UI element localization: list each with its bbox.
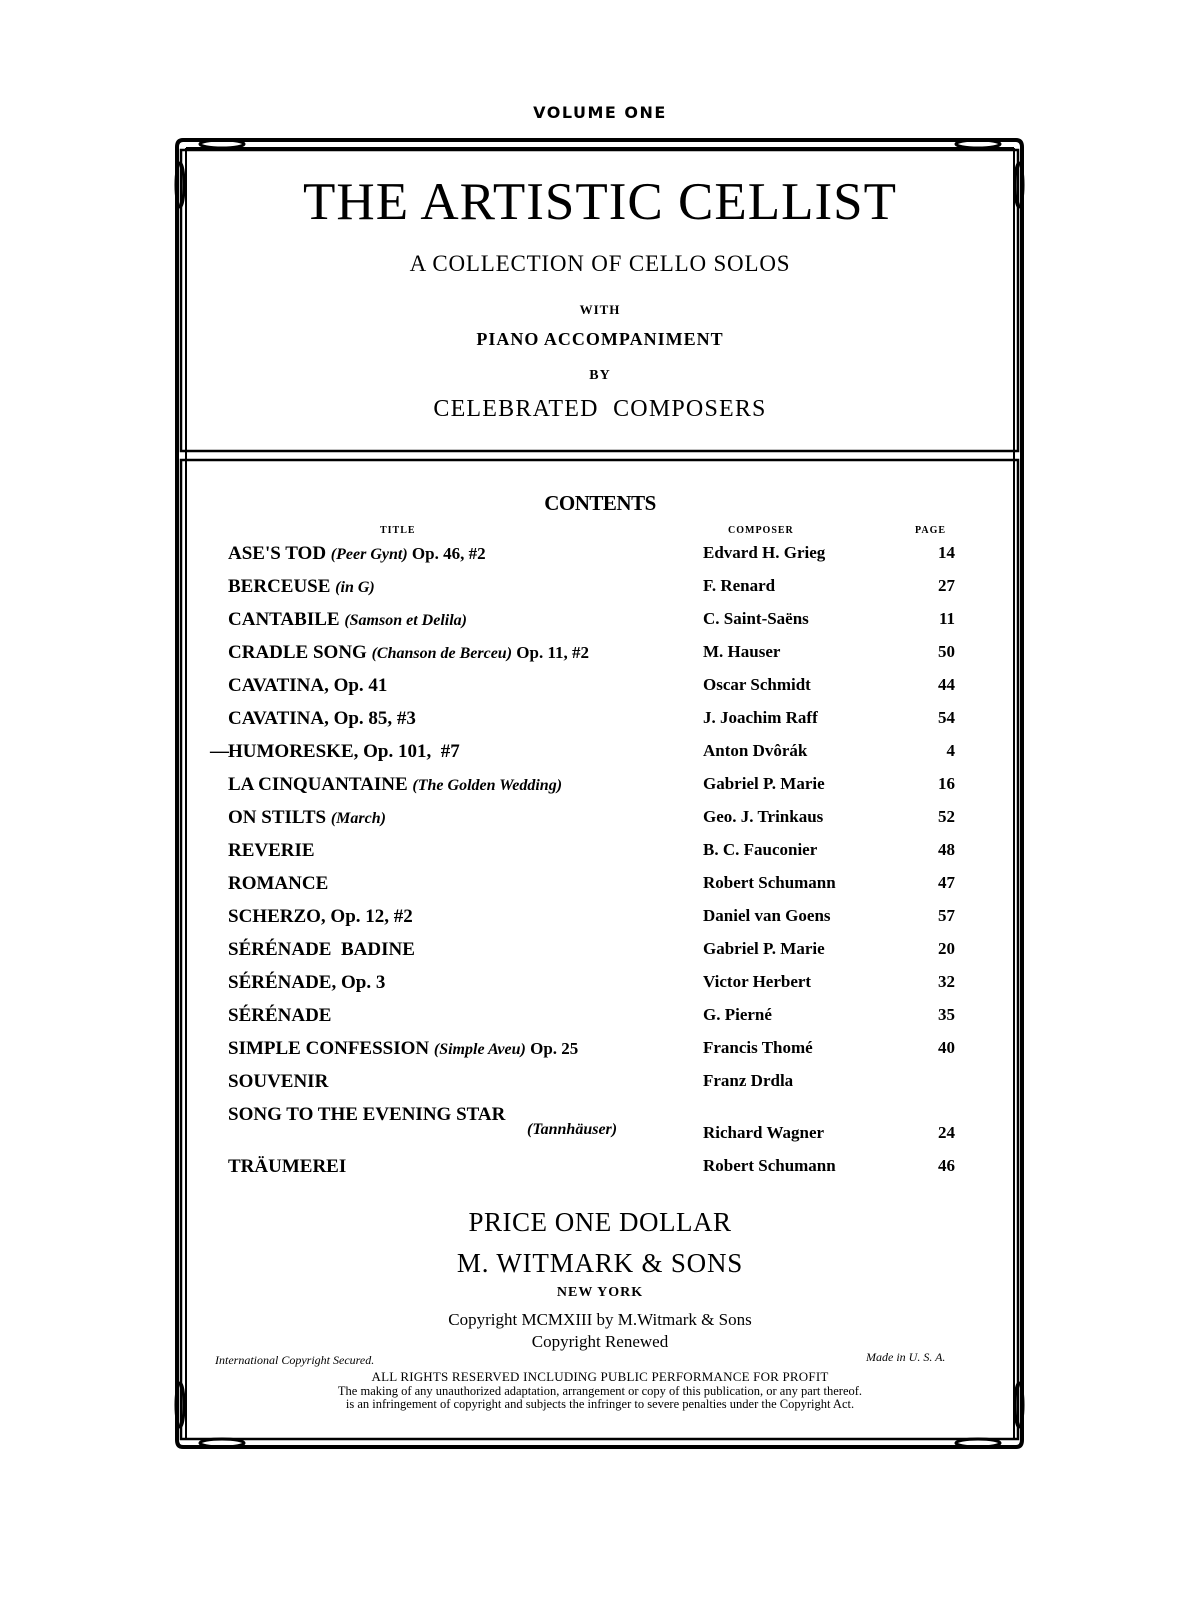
rights-reserved: ALL RIGHTS RESERVED INCLUDING PUBLIC PERFORMANCE FOR PROFIT bbox=[371, 1369, 829, 1384]
contents-row bbox=[0, 906, 1200, 936]
row-title-main: SCHERZO, Op. 12, #2 bbox=[228, 906, 413, 927]
row-title-main: ROMANCE bbox=[228, 873, 329, 894]
row-composer: Gabriel P. Marie bbox=[703, 774, 825, 793]
row-composer: Edvard H. Grieg bbox=[703, 543, 826, 562]
row-composer: Richard Wagner bbox=[703, 1123, 825, 1142]
row-title-main: SÉRÉNADE, Op. 3 bbox=[228, 972, 386, 993]
row-composer: Robert Schumann bbox=[703, 873, 836, 892]
row-title bbox=[228, 1156, 346, 1178]
row-title-subtitle: (Samson et Delila) bbox=[344, 612, 467, 629]
row-composer: J. Joachim Raff bbox=[703, 708, 818, 727]
row-title-subtitle: (Peer Gynt) bbox=[330, 546, 408, 563]
book-subtitle: A COLLECTION OF CELLO SOLOS bbox=[409, 251, 791, 276]
contents-row bbox=[0, 642, 1200, 672]
row-title bbox=[228, 807, 386, 829]
row-composer: Francis Thomé bbox=[703, 1038, 813, 1057]
by-label: BY bbox=[589, 368, 611, 383]
row-title bbox=[228, 1005, 331, 1027]
row-title-main: HUMORESKE, Op. 101, #7 bbox=[228, 741, 460, 762]
contents-row bbox=[0, 1156, 1200, 1186]
row-composer: M. Hauser bbox=[703, 642, 781, 661]
row-title-opus: Op. 11, #2 bbox=[512, 643, 590, 662]
international-copyright: International Copyright Secured. bbox=[215, 1353, 375, 1367]
price: PRICE ONE DOLLAR bbox=[468, 1207, 732, 1237]
row-page-number: 11 bbox=[938, 609, 955, 628]
contents-row bbox=[0, 939, 1200, 969]
row-title bbox=[228, 906, 413, 928]
made-in-label: Made in U. S. A. bbox=[866, 1350, 946, 1364]
publisher-city: NEW YORK bbox=[556, 1285, 644, 1300]
contents-heading: CONTENTS bbox=[544, 491, 656, 515]
row-page-number: 44 bbox=[938, 675, 955, 694]
row-page-number: 46 bbox=[938, 1156, 955, 1175]
row-composer: G. Pierné bbox=[703, 1005, 772, 1024]
row-title-subtitle: (in G) bbox=[335, 579, 375, 596]
copyright-renewed: Copyright Renewed bbox=[531, 1332, 669, 1351]
row-composer: Geo. J. Trinkaus bbox=[703, 807, 824, 826]
row-title-main: SÉRÉNADE BADINE bbox=[228, 939, 415, 960]
contents-row bbox=[0, 741, 1200, 771]
contents-row bbox=[0, 1038, 1200, 1068]
row-page-number: 40 bbox=[938, 1038, 955, 1057]
row-composer: C. Saint-Saëns bbox=[703, 609, 809, 628]
row-title-subtitle: (March) bbox=[330, 810, 386, 827]
column-header-composer: COMPOSER bbox=[728, 525, 794, 536]
row-page-number: 4 bbox=[946, 741, 955, 760]
row-title-main: CRADLE SONG bbox=[228, 642, 372, 663]
row-page-number: 27 bbox=[938, 576, 955, 595]
row-page-number: 32 bbox=[938, 972, 955, 991]
row-title-second-line: (Tannhäuser) bbox=[527, 1121, 618, 1138]
contents-row bbox=[0, 1071, 1200, 1101]
row-title-main: LA CINQUANTAINE bbox=[228, 774, 413, 795]
contents-row bbox=[0, 1005, 1200, 1035]
row-title bbox=[228, 675, 387, 697]
row-title bbox=[228, 741, 460, 763]
row-title bbox=[228, 576, 375, 598]
row-title bbox=[228, 774, 562, 796]
row-composer: Oscar Schmidt bbox=[703, 675, 811, 694]
row-page-number: 50 bbox=[938, 642, 955, 661]
contents-row bbox=[0, 543, 1200, 573]
row-title-main: SONG TO THE EVENING STAR bbox=[228, 1104, 506, 1125]
row-page-number: 24 bbox=[938, 1123, 955, 1142]
row-page-number: 47 bbox=[938, 873, 955, 892]
row-title-opus: Op. 46, #2 bbox=[407, 544, 486, 563]
row-page-number: 54 bbox=[938, 708, 955, 727]
row-title-main: BERCEUSE bbox=[228, 576, 336, 597]
row-title bbox=[228, 543, 486, 565]
row-title bbox=[228, 873, 328, 895]
row-title bbox=[228, 1038, 578, 1060]
row-composer: Franz Drdla bbox=[703, 1071, 794, 1090]
contents-row bbox=[0, 675, 1200, 705]
row-composer: Gabriel P. Marie bbox=[703, 939, 825, 958]
row-composer: B. C. Fauconier bbox=[703, 840, 818, 859]
legal-notice-line-2: is an infringement of copyright and subjects the infringer to severe penalties under the Copyright Act. bbox=[345, 1397, 855, 1411]
row-page-number: 48 bbox=[938, 840, 955, 859]
row-composer: Daniel van Goens bbox=[703, 906, 831, 925]
row-title-subtitle: (Chanson de Berceu) bbox=[371, 645, 513, 662]
contents-row bbox=[0, 774, 1200, 804]
copyright-line: Copyright MCMXIII by M.Witmark & Sons bbox=[448, 1310, 752, 1329]
row-page-number: 20 bbox=[938, 939, 955, 958]
column-header-page: PAGE bbox=[915, 525, 947, 536]
contents-row bbox=[0, 873, 1200, 903]
row-page-number: 16 bbox=[938, 774, 955, 793]
row-title-subtitle: (Simple Aveu) bbox=[433, 1041, 526, 1058]
contents-row bbox=[0, 576, 1200, 606]
row-page-number: 57 bbox=[938, 906, 955, 925]
row-title bbox=[228, 609, 467, 631]
row-composer: Victor Herbert bbox=[703, 972, 812, 991]
contents-row bbox=[0, 807, 1200, 837]
row-page-number: 35 bbox=[938, 1005, 955, 1024]
legal-notice-line-1: The making of any unauthorized adaptation, arrangement or copy of this publication, or any part thereof. bbox=[337, 1384, 863, 1398]
row-title-main: SOUVENIR bbox=[228, 1071, 329, 1092]
row-composer: F. Renard bbox=[703, 576, 776, 595]
row-page-number: 14 bbox=[938, 543, 955, 562]
row-title-opus: Op. 25 bbox=[525, 1039, 579, 1058]
row-composer: Anton Dvôrák bbox=[703, 741, 808, 760]
row-title-main: CAVATINA, Op. 41 bbox=[228, 675, 388, 696]
with-label: WITH bbox=[579, 302, 621, 317]
row-title-main: REVERIE bbox=[228, 840, 315, 861]
row-title-main: SÉRÉNADE bbox=[228, 1005, 332, 1026]
contents-row bbox=[0, 708, 1200, 738]
row-title-main: SIMPLE CONFESSION bbox=[228, 1038, 434, 1059]
contents-row bbox=[0, 840, 1200, 870]
contents-row bbox=[0, 972, 1200, 1002]
contents-row bbox=[0, 1104, 1200, 1142]
row-title bbox=[228, 939, 415, 961]
row-title bbox=[228, 708, 416, 730]
row-title bbox=[228, 840, 315, 862]
row-composer: Robert Schumann bbox=[703, 1156, 836, 1175]
column-header-title: TITLE bbox=[380, 525, 416, 536]
book-title: THE ARTISTIC CELLIST bbox=[303, 173, 897, 231]
row-title bbox=[228, 1071, 328, 1093]
row-title bbox=[228, 972, 385, 994]
row-title-main: TRÄUMEREI bbox=[228, 1156, 347, 1177]
row-marker-dash: — bbox=[210, 741, 229, 762]
contents-row bbox=[0, 609, 1200, 639]
row-title-main: CANTABILE bbox=[228, 609, 345, 630]
publisher-name: M. WITMARK & SONS bbox=[456, 1248, 744, 1278]
row-page-number: 52 bbox=[938, 807, 955, 826]
accompaniment-label: PIANO ACCOMPANIMENT bbox=[476, 329, 724, 349]
volume-label: VOLUME ONE bbox=[533, 103, 667, 122]
row-title bbox=[228, 1104, 505, 1126]
row-title-main: ASE'S TOD bbox=[228, 543, 331, 564]
composers-label: CELEBRATED COMPOSERS bbox=[433, 396, 767, 422]
row-title-main: ON STILTS bbox=[228, 807, 331, 828]
row-title bbox=[228, 642, 589, 664]
row-title-main: CAVATINA, Op. 85, #3 bbox=[228, 708, 416, 729]
row-title-subtitle: (The Golden Wedding) bbox=[412, 777, 563, 794]
